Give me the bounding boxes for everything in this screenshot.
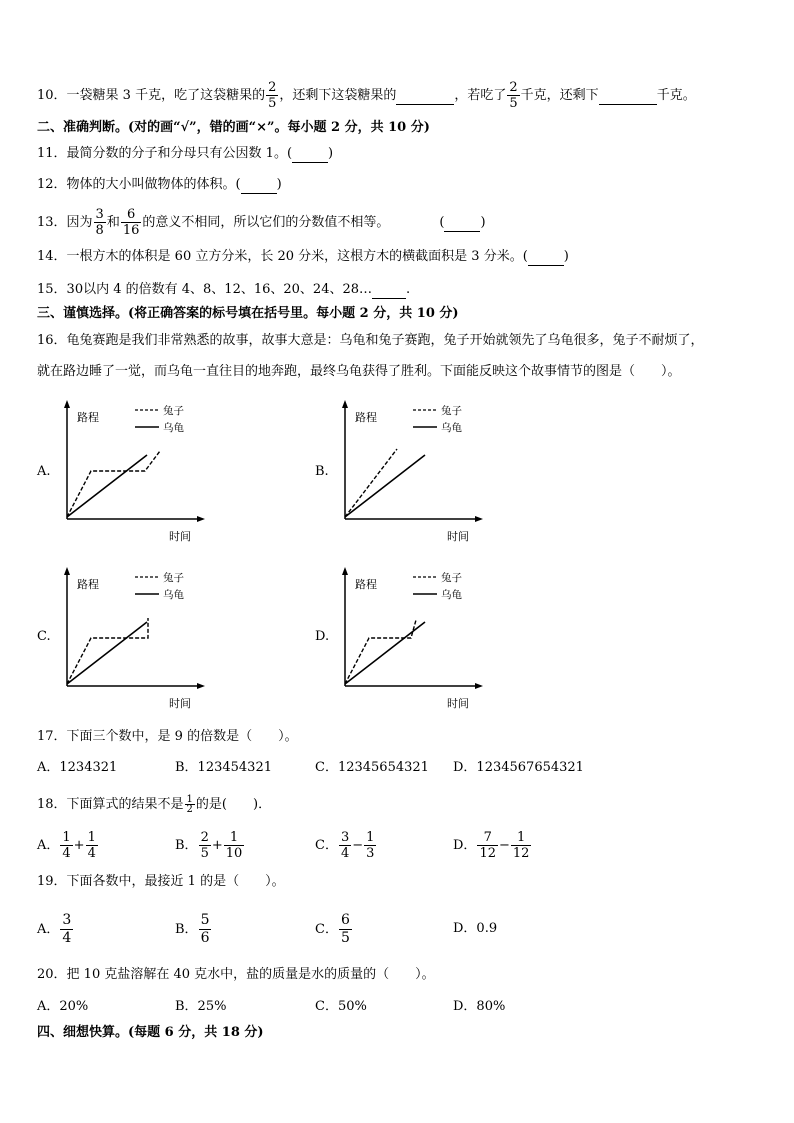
- fraction: $\frac{6}{16}$: [122, 207, 140, 238]
- fraction: $\frac{3}{8}$: [95, 207, 104, 238]
- q17-option-b[interactable]: B．123454321: [175, 760, 272, 775]
- x-axis-arrow: [197, 516, 205, 522]
- q17-option-c[interactable]: C．12345654321: [315, 760, 429, 775]
- q20-option-d[interactable]: D．80%: [453, 999, 506, 1014]
- legend-turtle-label: 乌龟: [441, 589, 462, 601]
- legend-rabbit-label: 兔子: [441, 572, 462, 584]
- q19-option-d[interactable]: D．0.9: [453, 921, 498, 936]
- q18-option-d[interactable]: D． $\frac{7}{12}$ − $\frac{1}{12}$: [453, 830, 530, 861]
- q18-option-c[interactable]: C． $\frac{3}{4}$ − $\frac{1}{3}$: [315, 830, 375, 861]
- y-axis-arrow: [342, 400, 348, 408]
- q20-option-a[interactable]: A．20%: [37, 999, 89, 1014]
- fraction: $\frac{2}{5}$: [268, 80, 277, 111]
- turtle-series-line: [67, 622, 147, 684]
- rabbit-series-line: [345, 620, 416, 684]
- question-14: 14．一根方木的体积是 60 立方分米，长 20 分米，这根方木的横截面积是 3 分米。( ): [37, 249, 569, 264]
- question-13: 13．因为 $\frac{3}{8}$ 和 $\frac{6}{16}$ 的意义不相同，所以它们的分数值不相等。 ( ): [37, 207, 486, 238]
- question-17-stem: 17．下面三个数中，是 9 的倍数是（ ）。: [37, 729, 298, 744]
- x-axis-arrow: [475, 516, 483, 522]
- q18-option-b[interactable]: B． $\frac{2}{5}$ + $\frac{1}{10}$: [175, 830, 243, 861]
- q17-option-a[interactable]: A．1234321: [37, 760, 118, 775]
- question-16-line-1: 16．龟兔赛跑是我们非常熟悉的故事，故事大意是：乌龟和兔子赛跑，兔子开始就领先了乌龟很多，兔子不耐烦了，: [37, 333, 704, 348]
- legend-turtle-label: 乌龟: [163, 589, 184, 601]
- q19-option-b[interactable]: B． $\frac{5}{6}$: [175, 912, 210, 946]
- legend-rabbit-label: 兔子: [163, 572, 184, 584]
- question-10: 10．一袋糖果 3 千克，吃了这袋糖果的 $\frac{2}{5}$ ，还剩下这袋糖果的 ，若吃了 $\frac{2}{5}$ 千克，还剩下 千克。: [37, 80, 696, 111]
- section-4-heading: 四、细想快算。(每题 6 分，共 18 分): [37, 1025, 264, 1040]
- q19-option-c[interactable]: C． $\frac{6}{5}$: [315, 912, 350, 946]
- graph-c: [55, 562, 215, 712]
- graph-a: [55, 395, 215, 545]
- turtle-series-line: [345, 622, 425, 684]
- answer-blank[interactable]: [528, 249, 564, 266]
- graph-d: [333, 562, 493, 712]
- question-18-stem: 18．下面算式的结果不是 $\frac{1}{2}$ 的是( )．: [37, 794, 272, 815]
- y-axis-label: 路程: [355, 411, 377, 424]
- turtle-series-line: [67, 455, 147, 517]
- question-19-stem: 19．下面各数中，最接近 1 的是（ ）。: [37, 874, 285, 889]
- q20-option-b[interactable]: B．25%: [175, 999, 227, 1014]
- y-axis-label: 路程: [355, 578, 377, 591]
- option-b-label[interactable]: B.: [315, 464, 329, 479]
- y-axis-label: 路程: [77, 578, 99, 591]
- legend-turtle-label: 乌龟: [163, 422, 184, 434]
- answer-blank[interactable]: [372, 282, 406, 299]
- x-axis-label: 时间: [169, 697, 191, 710]
- graph-b: [333, 395, 493, 545]
- section-3-heading: 三、谨慎选择。(将正确答案的标号填在括号里。每小题 2 分，共 10 分): [37, 306, 459, 321]
- option-d-label[interactable]: D.: [315, 629, 330, 644]
- x-axis-arrow: [475, 683, 483, 689]
- q17-option-d[interactable]: D．1234567654321: [453, 760, 584, 775]
- q18-option-a[interactable]: A． $\frac{1}{4}$ + $\frac{1}{4}$: [37, 830, 96, 861]
- answer-blank[interactable]: [241, 177, 277, 194]
- answer-blank[interactable]: [292, 146, 328, 163]
- legend-rabbit-label: 兔子: [441, 405, 462, 417]
- legend-turtle-label: 乌龟: [441, 422, 462, 434]
- question-11: 11．最简分数的分子和分母只有公因数 1。( ): [37, 146, 334, 161]
- x-axis-arrow: [197, 683, 205, 689]
- question-16-line-2: 就在路边睡了一觉，而乌龟一直往目的地奔跑，最终乌龟获得了胜利。下面能反映这个故事情节的图是（ ）。: [37, 364, 681, 379]
- x-axis-label: 时间: [447, 697, 469, 710]
- answer-blank[interactable]: [396, 88, 454, 105]
- answer-blank[interactable]: [599, 88, 657, 105]
- x-axis-label: 时间: [169, 530, 191, 543]
- legend-rabbit-label: 兔子: [163, 405, 184, 417]
- question-15: 15．30以内 4 的倍数有 4、8、12、16、20、24、28… .: [37, 282, 411, 297]
- y-axis-arrow: [64, 567, 70, 575]
- section-2-heading: 二、准确判断。(对的画“√”，错的画“×”。每小题 2 分，共 10 分): [37, 120, 430, 135]
- question-12: 12．物体的大小叫做物体的体积。( ): [37, 177, 282, 192]
- option-a-label[interactable]: A.: [37, 464, 51, 479]
- y-axis-label: 路程: [77, 411, 99, 424]
- x-axis-label: 时间: [447, 530, 469, 543]
- answer-blank[interactable]: [444, 215, 480, 232]
- y-axis-arrow: [342, 567, 348, 575]
- q19-option-a[interactable]: A． $\frac{3}{4}$: [37, 912, 72, 946]
- q20-option-c[interactable]: C．50%: [315, 999, 367, 1014]
- question-20-stem: 20．把 10 克盐溶解在 40 克水中，盐的质量是水的质量的（ ）。: [37, 967, 435, 982]
- y-axis-arrow: [64, 400, 70, 408]
- fraction: $\frac{2}{5}$: [509, 80, 518, 111]
- fraction: $\frac{1}{2}$: [186, 794, 193, 815]
- option-c-label[interactable]: C.: [37, 629, 51, 644]
